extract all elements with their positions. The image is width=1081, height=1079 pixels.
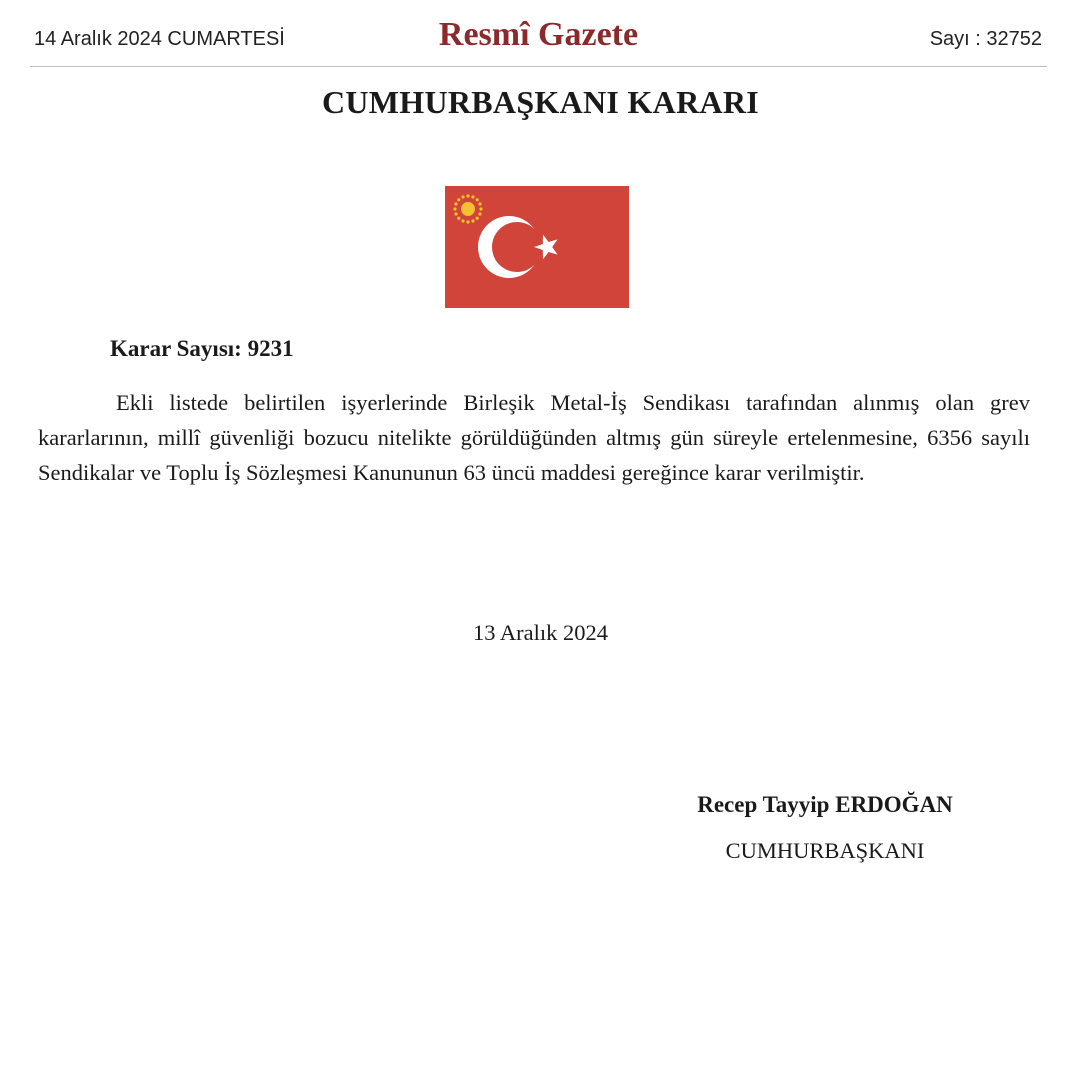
sun-star-dot: [471, 195, 474, 198]
sun-star-dot: [466, 220, 469, 223]
sun-star-dot: [457, 217, 460, 220]
gazette-masthead: Resmî Gazete: [438, 16, 639, 53]
sun-core: [461, 202, 475, 216]
sun-star-dot: [478, 202, 481, 205]
decision-number: Karar Sayısı: 9231: [110, 336, 294, 361]
gazette-header: [30, 14, 1047, 67]
flag-graphic: [445, 186, 629, 308]
sun-star-dot: [454, 212, 457, 215]
document-title: CUMHURBAŞKANI KARARI: [321, 84, 760, 120]
sun-star-dot: [461, 219, 464, 222]
sun-star-dot: [476, 217, 479, 220]
signature-date: 13 Aralık 2024: [473, 620, 608, 645]
sun-star-dot: [453, 207, 456, 210]
sun-star-dot: [457, 198, 460, 201]
sun-star-dot: [466, 194, 469, 197]
sun-star-dot: [454, 202, 457, 205]
sun-star-dot: [461, 195, 464, 198]
sun-star-dot: [478, 212, 481, 215]
decision-body: Ekli listede belirtilen işyerlerinde Birleşik Metal-İş Sendikası tarafından alınmış olan grev kararlarının, millî güvenliği bozucu nitelikte görüldüğünden altmış gün süreyle ertelenmesine, 6356 sayılı Sendikalar ve Toplu İş Sözleşmesi Kanununun 63 üncü maddesi gereğince karar verilmiştir.: [38, 390, 1030, 485]
presidential-flag-icon: [445, 186, 629, 308]
sun-star-dot: [476, 198, 479, 201]
issue-number: Sayı : 32752: [929, 28, 1042, 50]
sun-star-dot: [471, 219, 474, 222]
signer-title: CUMHURBAŞKANI: [725, 838, 925, 863]
sun-star-dot: [479, 207, 482, 210]
issue-date: 14 Aralık 2024 CUMARTESİ: [34, 28, 285, 50]
signer-name: Recep Tayyip ERDOĞAN: [697, 792, 953, 817]
